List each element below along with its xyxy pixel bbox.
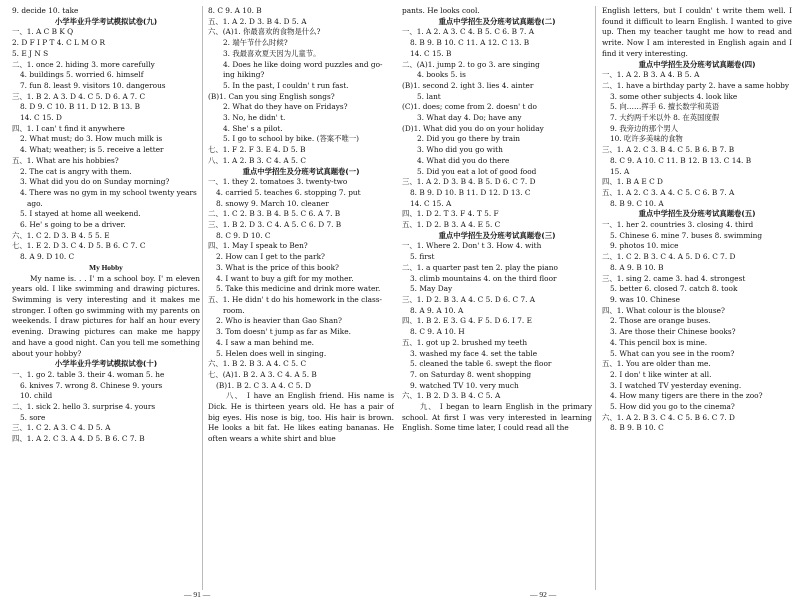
answer-line: 五、1. D 2. B 3. A 4. E 5. C xyxy=(402,220,501,230)
answer-line: 一、1. A C B K Q xyxy=(12,27,74,37)
answer-line: 3. What day 4. Do; have any xyxy=(417,113,522,123)
answer-line: 3. Are those their Chinese books? xyxy=(610,327,736,337)
answer-line: 8. B 9. B 10. C xyxy=(610,423,664,433)
answer-line: 8. C 9. A 10. H xyxy=(410,327,465,337)
answer-line: 5. Helen does well in singing. xyxy=(216,348,327,358)
answer-line: 3. Tom doesn' t jump as far as Mike. xyxy=(216,327,351,337)
answer-line: 10. child xyxy=(20,391,53,401)
answer-line: 3. 我最喜欢夏天因为儿童节。 xyxy=(223,48,321,58)
answer-line: 四、1. B A E C D xyxy=(602,177,663,187)
answer-line: 5. 向……挥手 6. 擅长数学和英语 xyxy=(610,102,720,112)
answer-line: (B)1. Can you sing English songs? xyxy=(208,91,335,101)
essay-paragraph: My name is. . . I' m a school boy. I' m eleven years old. I like swimming and drawing pictures. Swimming is very interesting and it makes me stronger. I often go swimming with my parents on weekends. I draw pictures for half an hour every evening. Drawing pictures can make me happy and have a good night. Can you tell me something about your hobby? xyxy=(12,273,200,358)
answer-line: 7. on Saturday 8. went shopping xyxy=(410,369,532,379)
answer-line: 2. 端午节什么时候? xyxy=(223,38,288,48)
answer-line: 4. buildings 5. worried 6. himself xyxy=(20,70,144,80)
section-heading: 小学毕业升学考试模拟试卷(十) xyxy=(54,359,158,369)
answer-line: 五、1. got up 2. brushed my teeth xyxy=(402,337,528,347)
answer-line: 4. How many tigers are there in the zoo? xyxy=(610,391,763,401)
answer-line: 5. lant xyxy=(417,91,441,101)
answer-line: 四、1. D 2. T 3. F 4. T 5. F xyxy=(402,209,499,219)
answer-line: ago. xyxy=(27,198,43,208)
answer-line: 5. May Day xyxy=(410,284,453,294)
answer-line: 4. I saw a man behind me. xyxy=(216,337,314,347)
section-heading: 重点中学招生及分班考试真题卷(五) xyxy=(638,209,756,219)
answer-line: 三、1. C 2. A 3. C 4. D 5. A xyxy=(12,423,111,433)
answer-line: 三、1. D 2. B 3. A 4. C 5. D 6. C 7. A xyxy=(402,294,536,304)
answer-line: 2. What must; do 3. How much milk is xyxy=(20,134,163,144)
page-left-column-1 xyxy=(12,6,200,590)
answer-line: 4. I want to buy a gift for my mother. xyxy=(216,273,354,283)
section-heading: 重点中学招生及分班考试真题卷(一) xyxy=(242,166,360,176)
answer-line: 一、1. A 2. B 3. A 4. B 5. A xyxy=(602,70,700,80)
answer-line: 五、1. He didn' t do his homework in the class- xyxy=(208,294,382,304)
answer-line: 3. What is the price of this book? xyxy=(216,262,339,272)
answer-line: 5. Chinese 6. mine 7. buses 8. swimming xyxy=(610,230,763,240)
answer-line: 四、1. B 2. E 3. G 4. F 5. D 6. I 7. E xyxy=(402,316,532,326)
answer-line: 2. The cat is angry with them. xyxy=(20,166,132,176)
answer-line: 3. I watched TV yesterday evening. xyxy=(610,380,742,390)
answer-line: 5. I go to school by bike. (答案不唯一) xyxy=(223,134,360,144)
answer-line: 4. carried 5. teaches 6. stopping 7. put xyxy=(216,187,361,197)
answer-line: 三、1. B 2. D 3. C 4. A 5. C 6. D 7. B xyxy=(208,220,342,230)
answer-line: 二、1. sick 2. hello 3. surprise 4. yours xyxy=(12,402,156,412)
answer-line: 9. photos 10. mice xyxy=(610,241,679,251)
answer-line: (D)1. What did you do on your holiday xyxy=(402,123,544,133)
answer-line: 5. Did you eat a lot of good food xyxy=(417,166,537,176)
section-heading: 重点中学招生及分班考试真题卷(二) xyxy=(438,16,556,26)
answer-line: 8. B 9. B 10. C 11. A 12. C 13. B xyxy=(410,38,530,48)
answer-line: 二、1. have a birthday party 2. have a same hobby xyxy=(602,80,789,90)
answer-line: 一、1. go 2. table 3. their 4. woman 5. he xyxy=(12,369,165,379)
essay-paragraph: 八、 I have an English friend. His name is Dick. He is thirteen years old. He has a pair of big eyes. His nose is big, too. His hair is brown. He looks a bit fat. He likes eating bananas. He often wears a white shirt and blue xyxy=(208,391,394,444)
answer-line: (B)1. second 2. ight 3. lies 4. ainter xyxy=(402,80,534,90)
answer-line: 3. washed my face 4. set the table xyxy=(410,348,538,358)
answer-line: room. xyxy=(223,305,245,315)
answer-line: 2. What do they have on Fridays? xyxy=(223,102,348,112)
answer-line: 三、1. A 2. C 3. B 4. C 5. B 6. B 7. B xyxy=(602,145,735,155)
column-divider xyxy=(595,6,596,590)
answer-line: 10. 吃许多美味的食物 xyxy=(610,134,683,144)
answer-line: 六、1. A 2. B 3. C 4. C 5. B 6. C 7. D xyxy=(602,412,735,422)
answer-line: 六、1. B 2. B 3. A 4. C 5. C xyxy=(208,359,307,369)
answer-line: 8. snowy 9. March 10. cleaner xyxy=(216,198,329,208)
answer-line: 4. What; weather; is 5. receive a letter xyxy=(20,145,164,155)
answer-line: 二、(A)1. jump 2. to go 3. are singing xyxy=(402,59,540,69)
answer-line: 六、(A)1. 你最喜欢的食物是什么? xyxy=(208,27,321,37)
answer-line: ing hiking? xyxy=(223,70,265,80)
answer-line: 3. climb mountains 4. on the third floor xyxy=(410,273,557,283)
answer-line: 6. knives 7. wrong 8. Chinese 9. yours xyxy=(20,380,163,390)
answer-line: 六、1. C 2. D 3. B 4. 5 5. E xyxy=(12,230,110,240)
answer-line: 五、1. You are older than me. xyxy=(602,359,711,369)
answer-line: 4. This pencil box is mine. xyxy=(610,337,708,347)
answer-line: 4. Does he like doing word puzzles and go- xyxy=(223,59,383,69)
answer-line: 四、1. What colour is the blouse? xyxy=(602,305,725,315)
page-right-column-1 xyxy=(402,6,592,590)
answer-line: 8. C 9. A 10. C 11. B 12. B 13. C 14. B xyxy=(610,155,752,165)
answer-line: 8. C 9. A 10. B xyxy=(208,6,262,15)
section-heading: 重点中学招生及分班考试真题卷(三) xyxy=(438,230,556,240)
answer-line: 4. What did you do there xyxy=(417,155,510,165)
answer-line: 一、1. Where 2. Don' t 3. How 4. with xyxy=(402,241,542,251)
answer-line: 4. She' s a pilot. xyxy=(223,123,283,133)
answer-line: 四、1. I can' t find it anywhere xyxy=(12,123,125,133)
answer-line: pants. He looks cool. xyxy=(402,6,480,15)
answer-line: 8. B 9. D 10. B 11. D 12. D 13. C xyxy=(410,187,531,197)
answer-line: 四、1. May I speak to Ben? xyxy=(208,241,308,251)
page-number-left: — 91 — xyxy=(184,590,211,599)
answer-line: 5. E J N S xyxy=(12,48,49,58)
essay-title: My Hobby xyxy=(89,262,123,272)
answer-line: 3. What did you do on Sunday morning? xyxy=(20,177,170,187)
answer-line: 8. D 9. C 10. B 11. D 12. B 13. B xyxy=(20,102,140,112)
page-right xyxy=(402,6,798,599)
answer-line: (C)1. does; come from 2. doesn' t do xyxy=(402,102,537,112)
answer-line: (B)1. B 2. C 3. A 4. C 5. D xyxy=(216,380,311,390)
answer-line: 5. What can you see in the room? xyxy=(610,348,735,358)
answer-line: 三、1. sing 2. came 3. had 4. strongest xyxy=(602,273,746,283)
answer-line: 2. Those are orange buses. xyxy=(610,316,711,326)
answer-line: 2. How can I get to the park? xyxy=(216,252,325,262)
answer-line: 8. A 9. B 10. B xyxy=(610,262,664,272)
answer-line: 二、1. C 2. B 3. B 4. B 5. C 6. A 7. B xyxy=(208,209,341,219)
answer-line: 8. C 9. D 10. C xyxy=(216,230,271,240)
answer-line: 9. was 10. Chinese xyxy=(610,294,681,304)
answer-line: 5. In the past, I couldn' t run fast. xyxy=(223,80,349,90)
answer-line: 八、1. A 2. B 3. C 4. A 5. C xyxy=(208,155,306,165)
answer-line: 七、(A)1. B 2. A 3. C 4. A 5. B xyxy=(208,369,317,379)
essay-paragraph: 九、 I began to learn English in the primary school. At first I was very interested in learning English. Some time later, I could read all the xyxy=(402,402,592,433)
answer-line: 14. C 15. B xyxy=(410,48,452,58)
answer-line: 9. 我旁边的那个男人 xyxy=(610,123,679,133)
section-heading: 重点中学招生及分班考试真题卷(四) xyxy=(638,59,756,69)
answer-line: 七、1. F 2. F 3. E 4. D 5. B xyxy=(208,145,306,155)
answer-line: 五、1. A 2. C 3. A 4. C 5. C 6. B 7. A xyxy=(602,187,735,197)
answer-line: 2. D F I P T 4. C L M O R xyxy=(12,38,105,48)
column-divider xyxy=(202,6,203,590)
answer-line: 一、1. they 2. tomatoes 3. twenty-two xyxy=(208,177,348,187)
answer-line: 五、1. What are his hobbies? xyxy=(12,155,119,165)
page-number-right: — 92 — xyxy=(530,590,557,599)
answer-line: 9. decide 10. take xyxy=(12,6,79,15)
answer-line: 14. C 15. A xyxy=(410,198,452,208)
answer-line: 5. cleaned the table 6. swept the floor xyxy=(410,359,552,369)
answer-line: 二、1. a quarter past ten 2. play the piano xyxy=(402,262,558,272)
answer-line: 三、1. A 2. D 3. B 4. B 5. D 6. C 7. D xyxy=(402,177,536,187)
answer-line: 5. How did you go to the cinema? xyxy=(610,402,735,412)
answer-line: 9. watched TV 10. very much xyxy=(410,380,519,390)
page-left-column-2 xyxy=(208,6,394,590)
answer-line: 三、1. B 2. A 3. D 4. C 5. D 6. A 7. C xyxy=(12,91,146,101)
answer-line: 六、1. B 2. D 3. B 4. C 5. A xyxy=(402,391,501,401)
answer-line: 6. He' s going to be a driver. xyxy=(20,220,126,230)
answer-line: 3. some other subjects 4. look like xyxy=(610,91,738,101)
answer-line: 五、1. A 2. D 3. B 4. D 5. A xyxy=(208,16,307,26)
answer-line: 7. fun 8. least 9. visitors 10. dangerous xyxy=(20,80,166,90)
answer-line: 2. Who is heavier than Gao Shan? xyxy=(216,316,342,326)
answer-line: 四、1. A 2. C 3. A 4. D 5. B 6. C 7. B xyxy=(12,434,145,444)
answer-line: 一、1. her 2. countries 3. closing 4. third xyxy=(602,220,754,230)
page-left xyxy=(4,6,396,599)
answer-line: 2. I don' t like winter at all. xyxy=(610,369,712,379)
answer-line: 8. A 9. A 10. A xyxy=(410,305,464,315)
answer-line: 5. sore xyxy=(20,412,46,422)
answer-line: 二、1. once 2. hiding 3. more carefully xyxy=(12,59,155,69)
answer-line: 14. C 15. D xyxy=(20,113,62,123)
answer-line: 2. Did you go there by train xyxy=(417,134,521,144)
answer-line: 5. Take this medicine and drink more water. xyxy=(216,284,381,294)
answer-line: 3. Who did you go with xyxy=(417,145,503,155)
answer-line: 7. 大约两千米以外 8. 在英国度假 xyxy=(610,113,720,123)
answer-line: 8. B 9. C 10. A xyxy=(610,198,664,208)
essay-paragraph: English letters, but I couldn' t write them well. I found it difficult to learn English. I wanted to give up. Then my teacher taught me how to read and write. Now I am interested in English again and I find it very interesting. xyxy=(602,6,792,58)
answer-line: 5. better 6. closed 7. catch 8. took xyxy=(610,284,738,294)
answer-line: 3. No, he didn' t. xyxy=(223,113,286,123)
answer-line: 5. first xyxy=(410,252,435,262)
answer-line: 4. There was no gym in my school twenty years xyxy=(20,187,197,197)
answer-line: 15. A xyxy=(610,166,630,176)
answer-line: 七、1. E 2. D 3. C 4. D 5. B 6. C 7. C xyxy=(12,241,146,251)
answer-line: 4. books 5. is xyxy=(417,70,466,80)
page-right-column-2 xyxy=(602,6,792,590)
answer-line: 二、1. C 2. B 3. C 4. A 5. D 6. C 7. D xyxy=(602,252,736,262)
answer-line: 5. I stayed at home all weekend. xyxy=(20,209,141,219)
section-heading: 小学毕业升学考试模拟试卷(九) xyxy=(54,16,158,26)
answer-line: 8. A 9. D 10. C xyxy=(20,252,75,262)
answer-line: 一、1. A 2. A 3. C 4. B 5. C 6. B 7. A xyxy=(402,27,535,37)
